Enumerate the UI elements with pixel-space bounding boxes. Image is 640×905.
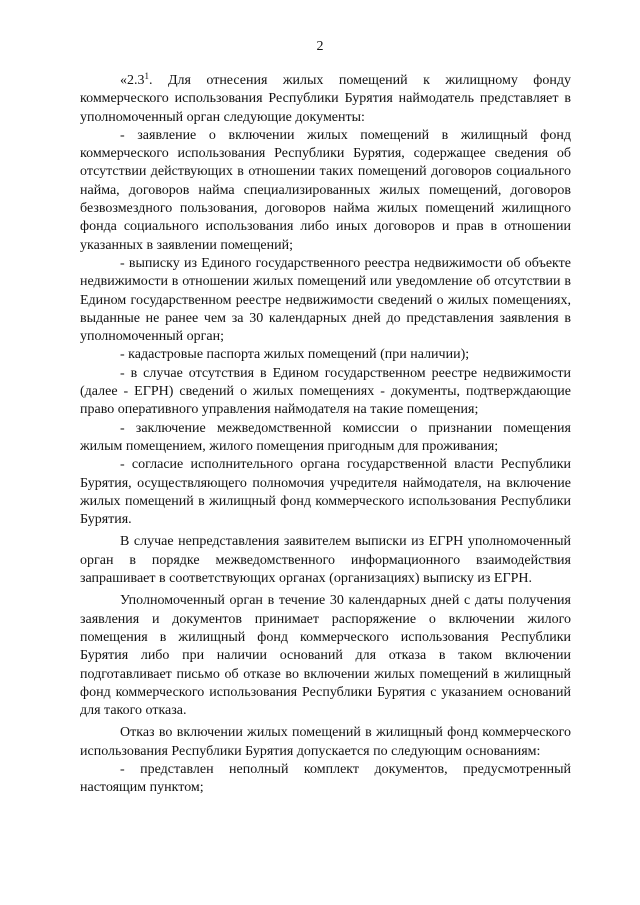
clause-intro-paragraph (80, 72, 571, 127)
egrn-request-paragraph: В случае непредставления заявителем выписки из ЕГРН уполномоченный орган в порядке межведомственного информационного взаимодействия запрашивает в соответствующих органах (организациях) выписку из ЕГРН. (80, 534, 571, 587)
required-document-item: - заявление о включении жилых помещений в жилищный фонд коммерческого использования Республики Бурятия, содержащее сведения об отсутствии действующих в отношении таких помещений договоров социального найма, договоров найма специализированных жилых помещений, договоров безвозмездного пользования, договоров найма жилых помещений жилищного фонда социального использования либо иных договоров и прав в отношении указанных в заявлении помещений; (80, 127, 571, 253)
refusal-intro-paragraph: Отказ во включении жилых помещений в жилищный фонд коммерческого использования Республики Бурятия допускается по следующим основаниям: (80, 725, 571, 759)
required-document-item: - согласие исполнительного органа государственной власти Республики Бурятия, осуществляющего полномочия учредителя наймодателя, на включение жилых помещений в жилищный фонд коммерческого использования Республики Бурятия. (80, 457, 571, 528)
document-body (80, 72, 571, 798)
decision-paragraph: Уполномоченный орган в течение 30 календарных дней с даты получения заявления и документов принимает распоряжение о включении жилого помещения в жилищный фонд коммерческого использования Республики Бурятия либо при наличии оснований для отказа в таком включении подготавливает письмо об отказе во включении жилых помещений в жилищный фонд коммерческого использования Республики Бурятия с указанием оснований для такого отказа. (80, 593, 571, 719)
clause-number: «$2.3^1$ (120, 71, 149, 88)
required-document-item: - кадастровые паспорта жилых помещений (при наличии); (120, 347, 470, 363)
required-document-item: - заключение межведомственной комиссии о признании помещения жилым помещением, жилого помещения пригодным для проживания; (80, 420, 571, 454)
required-document-item: - в случае отсутствия в Едином государственном реестре недвижимости (далее - ЕГРН) сведений о жилых помещениях - документы, подтверждающие право оперативного управления наймодателя на такие помещения; (80, 365, 571, 418)
refusal-ground-item: - представлен неполный комплект документов, предусмотренный настоящим пунктом; (80, 761, 571, 796)
required-document-item: - выписку из Единого государственного реестра недвижимости об объекте недвижимости в отношении жилых помещений или уведомление об отсутствии в Едином государственном реестре недвижимости сведений о жилых помещениях, выданные не ранее чем за 30 календарных дней до представления заявления в уполномоченный орган; (80, 255, 571, 345)
clause-intro-text: . Для отнесения жилых помещений к жилищному фонду коммерческого использования Республики Бурятия наймодатель представляет в уполномоченный орган следующие документы: (80, 73, 571, 125)
page-number: 2 (316, 39, 324, 54)
clause-superscript: 1 (144, 71, 149, 81)
